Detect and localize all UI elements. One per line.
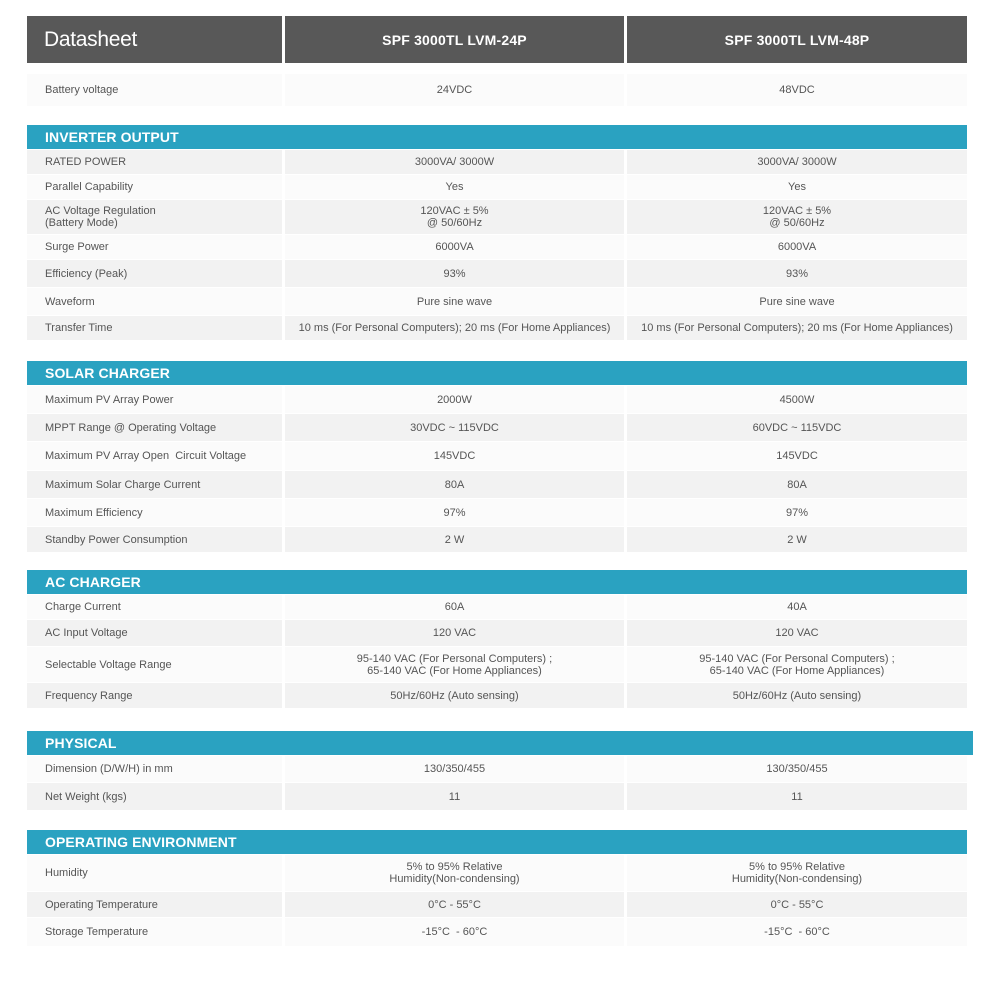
spec-label xyxy=(27,200,282,234)
value-text: 97% xyxy=(785,506,809,519)
datasheet-table xyxy=(27,16,967,946)
spec-label-subtext: (Battery Mode) xyxy=(45,217,118,229)
spec-value-model-2 xyxy=(627,620,967,646)
spec-value-model-1 xyxy=(285,414,624,441)
value-text: 120 VAC xyxy=(432,627,477,639)
value-subtext: 65-140 VAC (For Home Appliances) xyxy=(709,664,885,677)
spec-value-model-2 xyxy=(627,288,967,315)
value-text: -15°C - 60°C xyxy=(421,926,488,938)
spec-label-text: Parallel Capability xyxy=(45,181,134,193)
spec-label-text: Transfer Time xyxy=(45,322,113,334)
spec-row xyxy=(27,499,967,526)
value-subtext: Humidity(Non-condensing) xyxy=(731,873,863,885)
spec-value-model-2 xyxy=(627,414,967,441)
value-text: 145VDC xyxy=(433,450,476,462)
spec-value-model-1 xyxy=(285,74,624,106)
value-subtext: @ 50/60Hz xyxy=(426,217,483,229)
value-text: 50Hz/60Hz (Auto sensing) xyxy=(732,689,862,702)
spec-value-model-2 xyxy=(627,150,967,174)
value-text: 0°C - 55°C xyxy=(770,898,824,911)
spec-label xyxy=(27,595,282,619)
spec-value-model-2 xyxy=(627,260,967,287)
value-text: 120VAC ± 5% xyxy=(762,205,832,217)
spec-label-text: RATED POWER xyxy=(45,156,127,168)
value-text: 2 W xyxy=(444,533,465,546)
spec-label xyxy=(27,316,282,340)
value-text: 120VAC ± 5% xyxy=(420,205,489,217)
spec-value-model-1 xyxy=(285,892,624,917)
spec-label xyxy=(27,260,282,287)
spec-label xyxy=(27,442,282,470)
section-operating-environment: OPERATING ENVIRONMENT xyxy=(27,830,967,854)
spec-label-text: Surge Power xyxy=(45,241,109,253)
spec-value-model-1 xyxy=(285,200,624,234)
spec-value-model-1 xyxy=(285,150,624,174)
spec-row xyxy=(27,414,967,441)
spec-value-model-1 xyxy=(285,756,624,782)
spec-label-text: Humidity xyxy=(45,867,88,879)
spec-label-text: Maximum PV Array Power xyxy=(45,393,174,406)
spec-value-model-2 xyxy=(627,756,967,782)
value-text: 6000VA xyxy=(777,241,817,253)
spec-label-text: Selectable Voltage Range xyxy=(45,658,172,671)
spec-value-model-1 xyxy=(285,783,624,810)
model-2-header: SPF 3000TL LVM-48P xyxy=(627,16,967,63)
spec-label xyxy=(27,288,282,315)
value-text: 40A xyxy=(787,601,807,613)
spec-row xyxy=(27,200,967,234)
spec-value-model-1 xyxy=(285,386,624,413)
spec-row xyxy=(27,892,967,917)
spec-value-model-1 xyxy=(285,260,624,287)
spec-row xyxy=(27,756,967,782)
spec-label xyxy=(27,647,282,682)
spec-value-model-1 xyxy=(285,175,624,199)
value-text: 93% xyxy=(443,267,466,280)
value-text: 145VDC xyxy=(776,450,818,462)
spec-value-model-2 xyxy=(627,386,967,413)
spec-row xyxy=(27,175,967,199)
spec-label xyxy=(27,74,282,106)
spec-value-model-1 xyxy=(285,647,624,682)
spec-label xyxy=(27,783,282,810)
spec-value-model-2 xyxy=(627,200,967,234)
value-text: 10 ms (For Personal Computers); 20 ms (For Home Appliances) xyxy=(641,322,953,334)
model-1-header: SPF 3000TL LVM-24P xyxy=(285,16,624,63)
spec-label-text: Efficiency (Peak) xyxy=(45,267,128,280)
spec-label-text: Operating Temperature xyxy=(45,898,158,911)
spec-row xyxy=(27,235,967,259)
spec-row xyxy=(27,386,967,413)
spec-row xyxy=(27,918,967,946)
value-text: 11 xyxy=(448,790,461,803)
spec-row xyxy=(27,471,967,498)
value-text: 95-140 VAC (For Personal Computers) ; xyxy=(699,652,895,665)
value-text: 80A xyxy=(787,478,807,491)
value-text: 50Hz/60Hz (Auto sensing) xyxy=(390,689,519,702)
spec-value-model-1 xyxy=(285,855,624,891)
spec-value-model-2 xyxy=(627,855,967,891)
section-solar-charger: SOLAR CHARGER xyxy=(27,361,967,385)
spec-value-model-1 xyxy=(285,620,624,646)
value-text: 5% to 95% Relative xyxy=(749,861,845,873)
spec-row xyxy=(27,683,967,708)
spec-value-model-2 xyxy=(627,683,967,708)
section-physical: PHYSICAL xyxy=(27,731,973,755)
value-text: 30VDC ~ 115VDC xyxy=(410,421,499,434)
value-text: 97% xyxy=(443,506,466,519)
spec-row xyxy=(27,855,967,891)
spec-value-model-1 xyxy=(285,316,624,340)
spec-label-text: Dimension (D/W/H) in mm xyxy=(45,763,173,775)
spec-value-model-2 xyxy=(627,316,967,340)
value-text: 10 ms (For Personal Computers); 20 ms (For Home Appliances) xyxy=(298,322,611,334)
value-text: 80A xyxy=(444,478,465,491)
spec-value-model-1 xyxy=(285,918,624,946)
value-text: 24VDC xyxy=(436,84,473,96)
spec-value-model-1 xyxy=(285,527,624,552)
spec-value-model-1 xyxy=(285,499,624,526)
value-text: 130/350/455 xyxy=(766,763,828,775)
spec-label xyxy=(27,499,282,526)
value-text: 3000VA/ 3000W xyxy=(414,156,495,168)
value-text: -15°C - 60°C xyxy=(764,926,830,938)
spec-label xyxy=(27,386,282,413)
spec-value-model-1 xyxy=(285,288,624,315)
value-text: 48VDC xyxy=(779,84,815,96)
spec-value-model-2 xyxy=(627,595,967,619)
spec-value-model-2 xyxy=(627,74,967,106)
spec-label xyxy=(27,527,282,552)
spec-value-model-2 xyxy=(627,442,967,470)
spec-label-text: AC Input Voltage xyxy=(45,627,128,639)
spec-label xyxy=(27,471,282,498)
spec-label-text: Waveform xyxy=(45,295,95,308)
value-text: Pure sine wave xyxy=(759,295,835,308)
spec-row xyxy=(27,595,967,619)
spec-value-model-2 xyxy=(627,175,967,199)
value-text: 2000W xyxy=(437,393,472,406)
spec-label-text: Storage Temperature xyxy=(45,926,149,938)
spec-value-model-2 xyxy=(627,647,967,682)
spec-row xyxy=(27,620,967,646)
spec-label xyxy=(27,235,282,259)
spec-label-text: Maximum Efficiency xyxy=(45,506,143,519)
spec-value-model-2 xyxy=(627,783,967,810)
spec-row xyxy=(27,260,967,287)
spec-label xyxy=(27,683,282,708)
spec-value-model-1 xyxy=(285,471,624,498)
spec-value-model-1 xyxy=(285,595,624,619)
spec-label-text: Frequency Range xyxy=(45,689,133,702)
spec-row xyxy=(27,783,967,810)
spec-label xyxy=(27,756,282,782)
value-subtext: Humidity(Non-condensing) xyxy=(389,873,520,885)
value-text: 2 W xyxy=(787,533,807,546)
value-text: Yes xyxy=(445,181,464,193)
spec-row xyxy=(27,647,967,682)
spec-value-model-2 xyxy=(627,892,967,917)
value-text: 4500W xyxy=(779,393,815,406)
value-text: Pure sine wave xyxy=(416,295,493,308)
value-text: 130/350/455 xyxy=(423,763,486,775)
spec-row xyxy=(27,74,967,106)
value-text: 60VDC ~ 115VDC xyxy=(752,421,842,434)
spec-row xyxy=(27,442,967,470)
section-ac-charger: AC CHARGER xyxy=(27,570,967,594)
value-text: 11 xyxy=(791,790,803,803)
value-subtext: 65-140 VAC (For Home Appliances) xyxy=(367,664,542,677)
spec-value-model-2 xyxy=(627,918,967,946)
spec-label xyxy=(27,175,282,199)
spec-value-model-2 xyxy=(627,471,967,498)
value-text: 5% to 95% Relative xyxy=(406,861,503,873)
spec-value-model-2 xyxy=(627,527,967,552)
spec-label-text: Charge Current xyxy=(45,601,121,613)
spec-label-text: Battery voltage xyxy=(45,84,119,96)
spec-row xyxy=(27,316,967,340)
spec-label xyxy=(27,414,282,441)
value-text: 93% xyxy=(785,267,809,280)
spec-value-model-1 xyxy=(285,235,624,259)
spec-label xyxy=(27,150,282,174)
spec-label-text: Net Weight (kgs) xyxy=(45,790,127,803)
value-subtext: @ 50/60Hz xyxy=(769,217,825,229)
value-text: 0°C - 55°C xyxy=(428,898,481,911)
spec-label xyxy=(27,855,282,891)
spec-label-text: Standby Power Consumption xyxy=(45,533,188,546)
spec-value-model-1 xyxy=(285,442,624,470)
section-inverter-output: INVERTER OUTPUT xyxy=(27,125,967,149)
spec-label xyxy=(27,620,282,646)
spec-row xyxy=(27,288,967,315)
spec-value-model-2 xyxy=(627,499,967,526)
datasheet-title: Datasheet xyxy=(27,16,282,63)
value-text: 120 VAC xyxy=(775,627,819,639)
value-text: 3000VA/ 3000W xyxy=(757,156,837,168)
value-text: 60A xyxy=(444,601,465,613)
spec-label-text: MPPT Range @ Operating Voltage xyxy=(45,421,217,434)
value-text: 6000VA xyxy=(435,241,474,253)
spec-label-text: Maximum PV Array Open Circuit Voltage xyxy=(45,450,247,462)
spec-label-text: AC Voltage Regulation xyxy=(45,205,156,217)
spec-label xyxy=(27,892,282,917)
spec-row xyxy=(27,527,967,552)
value-text: 95-140 VAC (For Personal Computers) ; xyxy=(356,652,553,665)
spec-value-model-1 xyxy=(285,683,624,708)
spec-label-text: Maximum Solar Charge Current xyxy=(45,478,201,491)
header-row xyxy=(27,16,967,63)
value-text: Yes xyxy=(788,181,806,193)
spec-label xyxy=(27,918,282,946)
spec-row xyxy=(27,150,967,174)
spec-value-model-2 xyxy=(627,235,967,259)
